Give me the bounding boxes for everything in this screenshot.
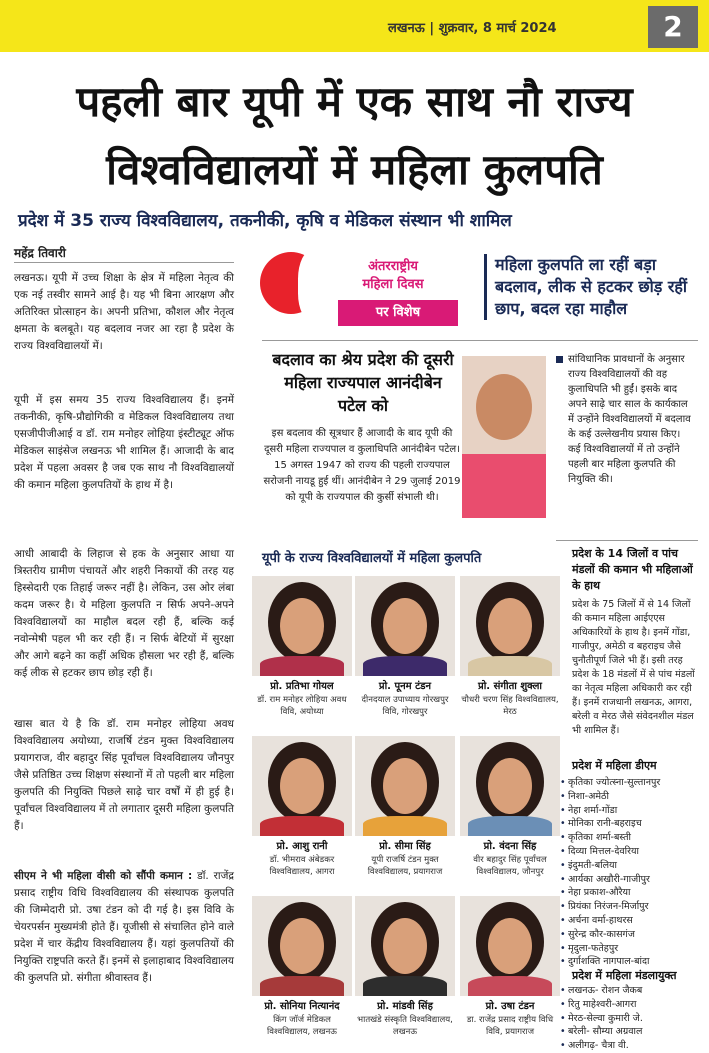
dm-list-item: • कृतिका ज्योत्स्ना-सुल्तानपुर xyxy=(560,776,700,790)
vc-photo xyxy=(460,896,560,996)
left-para-2: यूपी में इस समय 35 राज्य विश्वविद्यालय हैं। इनमें तकनीकी, कृषि-प्रौद्योगिकी व मेडिकल विश्वविद्यालय तथा एसजीपीजीआई व डॉ. राम मनोहर लोहिया इंस्टीट्यूट ऑफ मेडिकल साइंसेज लखनऊ भी शामिल हैं। आजादी के बाद प्रदेश में पहला अवसर है जब एक साथ नौ विश्वविद्यालयों की कमान महिला कुलपतियों के हाथ में है। xyxy=(14,394,234,491)
vc-affiliation: यूपी राजर्षि टंडन मुक्त विश्वविद्यालय, प्रयागराज xyxy=(367,855,443,877)
vc-photo xyxy=(252,736,352,836)
vc-clothing xyxy=(260,976,344,996)
women-commissioner-heading: प्रदेश में महिला मंडलायुक्त xyxy=(572,969,677,982)
vc-photo xyxy=(252,896,352,996)
left-para-3: आधी आबादी के लिहाज से हक के अनुसार आधा या त्रिस्तरीय ग्रामीण पंचायतें और शहरी निकायों की तरह यह हिस्सेदारी एक तिहाई जरूर नहीं है। लेकिन, उस ओर लंबा कदम जरूर है। ये महिला कुलपति न सिर्फ अपने-अपने विश्वविद्यालयों का माहौल बदल रही हैं, बल्कि कई नवोन्मेषी पहल भी कर रही हैं। न सिर्फ बेटियों में सुरक्षा और आगे बढ़ने का कहीं अधिक हौसला भर रही हैं, बल्कि कई लीक से हटकर छाप छोड़ रही हैं। xyxy=(14,548,234,679)
vc-face xyxy=(488,918,532,974)
vc-name: प्रो. पूनम टंडन xyxy=(378,681,432,692)
vc-photo xyxy=(460,576,560,676)
vc-clothing xyxy=(260,656,344,676)
left-para-5-lead: सीएम ने भी महिला वीसी को सौंपी कमान : xyxy=(14,870,193,882)
banner-line-3: पर विशेष xyxy=(338,300,458,326)
dateline: लखनऊ | शुक्रवार, 8 मार्च 2024 xyxy=(388,21,557,36)
vc-card xyxy=(355,576,455,722)
vc-clothing xyxy=(468,976,552,996)
dm-list-item: • नेहा प्रकाश-औरैया xyxy=(560,886,700,900)
vc-card xyxy=(252,896,352,1042)
women-dm-list xyxy=(560,776,700,969)
commissioner-list-item: • लखनऊ- रोशन जैकब xyxy=(560,984,700,998)
vc-face xyxy=(383,598,427,654)
women-commissioner-list xyxy=(560,984,700,1053)
vc-affiliation: वीर बहादुर सिंह पूर्वांचल विश्वविद्यालय, जौनपुर xyxy=(473,855,547,877)
vc-affiliation: डॉ. राम मनोहर लोहिया अवध विवि, अयोध्या xyxy=(257,695,347,717)
commissioner-list-item: • रितु माहेश्वरी-आगरा xyxy=(560,998,700,1012)
headline-line-1: पहली बार यूपी में एक साथ नौ राज्य xyxy=(76,77,633,126)
left-para-1: लखनऊ। यूपी में उच्च शिक्षा के क्षेत्र में महिला नेतृत्व की एक नई तस्वीर सामने आई है। यह भी बिना आरक्षण और अतिरिक्त प्रोत्साहन के। अपनी प्रतिभा, कौशल और नेतृत्व क्षमता के बलबूते। यह बदलाव नजर आ रहा है प्रदेश के राज्य विश्वविद्यालयों में। xyxy=(14,272,234,352)
vc-card xyxy=(252,576,352,722)
dm-list-item: • दुर्गाशक्ति नागपाल-बांदा xyxy=(560,955,700,969)
governor-face xyxy=(476,374,532,440)
dm-list-item: • आर्यका अखौरी-गाजीपुर xyxy=(560,873,700,887)
dm-list-item: • अर्चना वर्मा-हाथरस xyxy=(560,914,700,928)
dm-list-item: • इंदुमती-बलिया xyxy=(560,859,700,873)
vc-photo xyxy=(460,736,560,836)
vc-affiliation: भातखंडे संस्कृति विश्वविद्यालय, लखनऊ xyxy=(357,1015,453,1037)
vc-grid-title: यूपी के राज्य विश्वविद्यालयों में महिला कुलपति xyxy=(262,551,482,566)
right-divider xyxy=(556,540,698,541)
vc-clothing xyxy=(260,816,344,836)
dm-list-item: • कृतिका शर्मा-बस्ती xyxy=(560,831,700,845)
vc-affiliation: डा. राजेंद्र प्रसाद राष्ट्रीय विधि विवि, प्रयागराज xyxy=(466,1015,554,1037)
vc-face xyxy=(280,758,324,814)
womens-day-banner xyxy=(338,258,448,298)
woman-silhouette-icon xyxy=(298,250,334,322)
bullet-square-icon xyxy=(556,356,563,363)
vc-card xyxy=(460,896,560,1042)
vc-clothing xyxy=(468,816,552,836)
vc-clothing xyxy=(363,976,447,996)
commissioner-list-item: • मेरठ-सेल्वा कुमारी जे. xyxy=(560,1012,700,1026)
masthead-bar xyxy=(0,0,709,52)
dm-list-item: • दिव्या मित्तल-देवरिया xyxy=(560,845,700,859)
governor-story-body: इस बदलाव की सूत्रधार हैं आजादी के बाद यूपी की दूसरी महिला राज्यपाल व कुलाधिपति आनंदीबेन पटेल। 15 अगस्त 1947 को राज्य की पहली राज्यपाल सरोजनी नायडू हुई थीं। आनंदीबेन ने 29 जुलाई 2019 को यूपी के राज्यपाल की कुर्सी संभाली थी। xyxy=(263,428,461,503)
dm-list-item: • निशा-अमेठी xyxy=(560,790,700,804)
banner-line-1: अंतरराष्ट्रीय xyxy=(368,259,418,274)
vc-affiliation: दीनदयाल उपाध्याय गोरखपुर विवि, गोरखपुर xyxy=(361,695,449,717)
left-para-5 xyxy=(14,868,234,987)
vc-name: प्रो. मांडवी सिंह xyxy=(377,1001,433,1012)
vc-affiliation: किंग जॉर्ज मेडिकल विश्वविद्यालय, लखनऊ xyxy=(267,1015,337,1037)
left-para-5-text: डॉ. राजेंद्र प्रसाद राष्ट्रीय विधि विश्वविद्यालय की संस्थापक कुलपति की जिम्मेदारी प्रो. उषा टंडन को दी गई है। इस विवि के चेयरपर्सन मुख्यमंत्री होते हैं। यूजीसी से संचालित होने वाले प्रदेश में चार केंद्रीय विश्वविद्यालय हैं। यहां कुलपतियों की नियुक्ति राष्ट्रपति करते हैं। इनमें से इलाहाबाद विश्वविद्यालय की कुलपति प्रो. संगीता श्रीवास्तव हैं। xyxy=(14,870,234,984)
banner-line-2: महिला दिवस xyxy=(362,277,424,292)
vc-face xyxy=(383,918,427,974)
vc-card xyxy=(252,736,352,882)
vc-face xyxy=(488,758,532,814)
dm-list-item: • नेहा शर्मा-गोंडा xyxy=(560,804,700,818)
section-divider xyxy=(262,340,698,341)
vc-photo xyxy=(355,736,455,836)
vc-face xyxy=(488,598,532,654)
vc-name: प्रो. सोनिया नित्यानंद xyxy=(264,1001,340,1012)
districts-heading: प्रदेश के 14 जिलों व पांच मंडलों की कमान भी महिलाओं के हाथ xyxy=(572,547,693,592)
page-number: 2 xyxy=(648,6,698,48)
dm-list-item: • मृदुला-फतेहपुर xyxy=(560,942,700,956)
vc-affiliation: डॉ. भीमराव अंबेडकर विश्वविद्यालय, आगरा xyxy=(269,855,335,877)
vc-name: प्रो. उषा टंडन xyxy=(485,1001,535,1012)
vc-clothing xyxy=(363,816,447,836)
vc-affiliation: चौधरी चरण सिंह विश्वविद्यालय, मेरठ xyxy=(461,695,559,717)
right-para-1-text: सांविधानिक प्रावधानों के अनुसार राज्य विश्वविद्यालयों की वह कुलाधिपति भी हुईं। इसके बाद अपने साढ़े चार साल के कार्यकाल में उन्होंने विश्वविद्यालयों में बदलाव के कई उल्लेखनीय प्रयास किए। कई विश्वविद्यालयों में तो उन्होंने पहली बार महिला कुलपति की नियुक्ति की। xyxy=(568,354,691,485)
vc-photo xyxy=(355,896,455,996)
commissioner-list-item: • अलीगढ़- चैत्रा वी. xyxy=(560,1039,700,1053)
vc-name: प्रो. वंदना सिंह xyxy=(483,841,537,852)
vc-card xyxy=(355,736,455,882)
vc-face xyxy=(383,758,427,814)
vc-name: प्रो. प्रतिभा गोयल xyxy=(270,681,334,692)
pull-quote: महिला कुलपति ला रहीं बड़ा बदलाव, लीक से हटकर छोड़ रहीं छाप, बदल रहा माहौल xyxy=(484,254,709,320)
vc-clothing xyxy=(468,656,552,676)
subheadline: प्रदेश में 35 राज्य विश्वविद्यालय, तकनीकी, कृषि व मेडिकल संस्थान भी शामिल xyxy=(18,211,512,231)
byline-divider xyxy=(14,262,234,263)
vc-face xyxy=(280,918,324,974)
vc-name: प्रो. संगीता शुक्ला xyxy=(478,681,542,692)
governor-saree xyxy=(462,454,546,518)
commissioner-list-item: • बरेली- सौम्या अग्रवाल xyxy=(560,1025,700,1039)
dm-list-item: • सुरेन्द्र कौर-कासगंज xyxy=(560,928,700,942)
governor-story-heading: बदलाव का श्रेय प्रदेश की दूसरी महिला राज्यपाल आनंदीबेन पटेल को xyxy=(272,350,454,415)
byline: महेंद्र तिवारी xyxy=(14,246,66,260)
right-para-1 xyxy=(556,352,696,487)
vc-name: प्रो. सीमा सिंह xyxy=(379,841,431,852)
vc-card xyxy=(460,576,560,722)
headline-line-2: विश्वविद्यालयों में महिला कुलपति xyxy=(106,145,603,194)
vc-clothing xyxy=(363,656,447,676)
governor-portrait xyxy=(462,356,546,518)
dm-list-item: • मोनिका रानी-बहराइच xyxy=(560,817,700,831)
dm-list-item: • प्रियंका निरंजन-मिर्जापुर xyxy=(560,900,700,914)
left-para-4: खास बात ये है कि डॉ. राम मनोहर लोहिया अवध विश्वविद्यालय अयोध्या, राजर्षि टंडन मुक्त विश्वविद्यालय प्रयागराज, वीर बहादुर सिंह पूर्वांचल विश्वविद्यालय जौनपुर जैसे प्रतिष्ठित उच्च शिक्षण संस्थानों में तो पहली बार महिला कुलपति की नियुक्ति पिछले साढ़े चार वर्षों में ही हुई है। पूर्वांचल विश्वविद्यालय में तो लगातार दूसरी महिला कुलपति हैं। xyxy=(14,718,234,832)
districts-body: प्रदेश के 75 जिलों में से 14 जिलों की कमान महिला आईएएस अधिकारियों के हाथ है। इनमें गोंडा, गाजीपुर, अमेठी व बहराइच जैसे चुनौतीपूर्ण जिले भी हैं। इसी तरह प्रदेश के 18 मंडलों में से पांच मंडलों का नेतृत्व महिला अधिकारी कर रही हैं। इनमें राजधानी लखनऊ, आगरा, बरेली व मेरठ जैसे संवेदनशील मंडल भी शामिल हैं। xyxy=(572,599,695,736)
vc-face xyxy=(280,598,324,654)
vc-photo xyxy=(355,576,455,676)
vc-card xyxy=(460,736,560,882)
vc-card xyxy=(355,896,455,1042)
vc-name: प्रो. आशु रानी xyxy=(276,841,328,852)
vc-photo xyxy=(252,576,352,676)
women-dm-heading: प्रदेश में महिला डीएम xyxy=(572,759,657,772)
